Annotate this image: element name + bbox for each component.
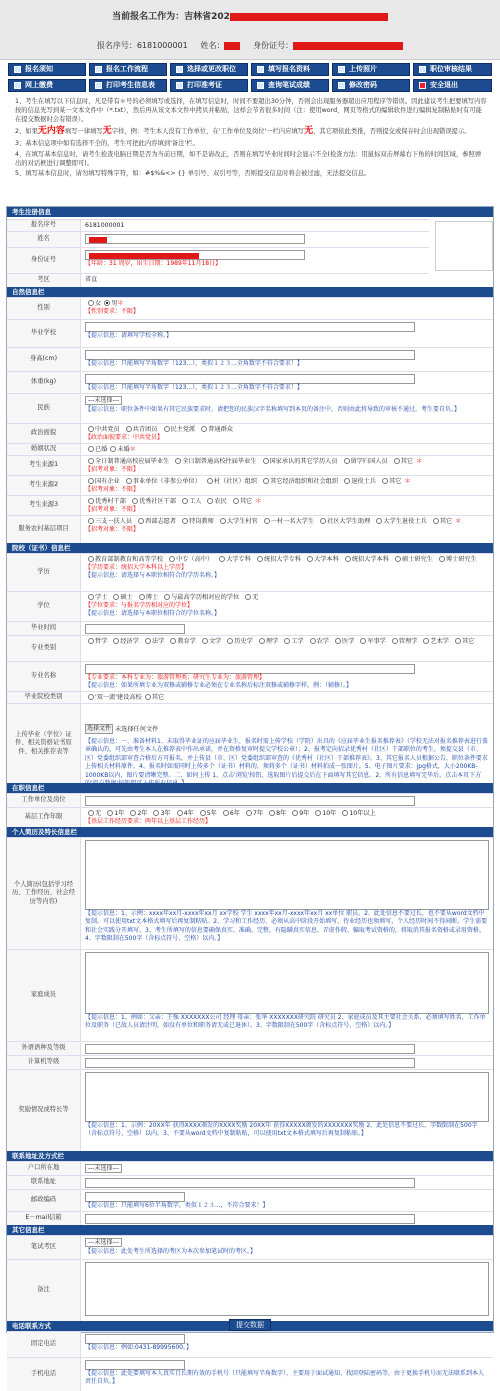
row-tel: 固定电话 【提示信息：例如:0431-89995600。】 <box>7 1331 493 1357</box>
remark-textarea[interactable] <box>85 1262 489 1316</box>
exam-title: 当前报名工作为：吉林省202 <box>112 12 230 22</box>
print-icon <box>95 82 102 89</box>
source3-radio[interactable] <box>233 498 239 504</box>
source3-radio[interactable] <box>88 498 94 504</box>
service-radio[interactable] <box>182 518 188 524</box>
row-family: 家庭成员 【提示信息：1、例如：父亲：王强 XXXXXXX公司 经理 母亲：张华 XXXXXXX研究院 研究员 2、家庭成员及其主要社会关系，必须填写姓名、工作单位及职务（已故人员请注明，如没有单位和职务请无或已退休）。3、字数限制在500字（含标点符号、空格）以内。】 <box>7 949 493 1041</box>
politics-radio[interactable] <box>88 426 94 432</box>
row-awards: 奖励情况或特长等 【提示信息：1、示例：20XX年 获得XXXX颁发的XXXX奖励 20XX年 获得XXXXX颁发的XXXXXXX奖励 2、此处信息不要过长，字数限制在500字（含标点符号、空格）以内。3、不要从word文档中复制粘贴，可以使用txt文本格式填写后再复制粘贴。】 <box>7 1069 493 1151</box>
language-input[interactable] <box>85 1044 415 1054</box>
double-first-radio[interactable] <box>88 694 94 700</box>
section-other: 其它信息栏 <box>7 1225 493 1235</box>
major-type-radio[interactable] <box>335 638 341 644</box>
weight-input[interactable] <box>85 374 415 384</box>
major-type-radio[interactable] <box>170 638 176 644</box>
source3-radio[interactable] <box>182 498 188 504</box>
politics-radio[interactable] <box>164 426 170 432</box>
photo-placeholder <box>435 221 493 271</box>
note-3: 3、基本信息项中如有选择不全的，考生可把此内容填到'备注'栏。 <box>15 140 199 148</box>
unmarried-radio[interactable] <box>110 446 116 452</box>
edit-icon <box>257 66 264 73</box>
major-type-radio[interactable] <box>145 638 151 644</box>
redacted-id-value <box>89 253 199 259</box>
nav-change-password[interactable]: 修改密码 <box>332 79 410 92</box>
row-exam-area: 考区 省直 <box>7 273 429 287</box>
awards-textarea[interactable] <box>85 1072 489 1122</box>
major-type-radio[interactable] <box>227 638 233 644</box>
nav-print-ticket[interactable]: 打印准考证 <box>170 79 248 92</box>
row-exam-site: 笔试考区 ---未选择--- 【提示信息：此处考生所选择的考区为本次参加笔试时的考区。】 <box>7 1235 493 1259</box>
school-input[interactable] <box>85 322 415 332</box>
row-source3: 考生来源3 优秀村干部 优秀社区干部 工人 农民 其它 ＊ 【招考对象：不限】 <box>7 495 493 515</box>
base-years-radio[interactable] <box>223 810 229 816</box>
nav-fill-info[interactable]: 填写报名资料 <box>251 63 329 76</box>
double-other-radio[interactable] <box>145 694 151 700</box>
resume-textarea[interactable] <box>85 840 489 910</box>
base-years-radio[interactable] <box>200 810 206 816</box>
section-contact: 联系地址及方式栏 <box>7 1151 493 1161</box>
email-input[interactable] <box>85 1214 415 1224</box>
source1-radio[interactable] <box>344 458 350 464</box>
education-radio[interactable] <box>307 556 313 562</box>
zip-input[interactable] <box>85 1192 185 1202</box>
note-1: 1、考生在填写以下信息时，凡是带有＊号的必须填写或选择，在填写信息时，时间不要超出30分钟，否则会出现服务器超出应用程序等错误。因此建议考生把要填写内容按的信息先写到某一文本文件中（*.txt），然后再从该文本文件中拷贝并粘贴，这样会节省很多时间（注：使用word、网页等格式的编辑软件进行编辑复制粘贴时有可能在提交数据时会有错误）。 <box>15 98 487 124</box>
main-nav <box>8 63 492 93</box>
nav-upload-photo[interactable]: 上传照片 <box>332 63 410 76</box>
education-radio[interactable] <box>257 556 263 562</box>
redacted-name <box>224 42 240 50</box>
source2-radio[interactable] <box>382 478 388 484</box>
service-radio[interactable] <box>376 518 382 524</box>
nation-select[interactable]: ---未选择--- <box>85 396 122 405</box>
note-2: 2、如果无内容填写一律填写无字样，例：考生本人没有工作单位，在'工作单位及岗位'一栏内应填写无，其它项依此类推，否则提交或保存时会出现错误提示。 <box>15 126 471 137</box>
computer-input[interactable] <box>85 1058 415 1068</box>
row-double: 毕业院校类别 '双一流'建设高校 其它 <box>7 691 493 703</box>
service-radio[interactable] <box>88 518 94 524</box>
mobile-input[interactable] <box>85 1360 185 1370</box>
source2-radio[interactable] <box>126 478 132 484</box>
nav-print-info[interactable]: 打印考生信息表 <box>89 79 167 92</box>
grad-date-input[interactable] <box>85 624 185 634</box>
source2-radio[interactable] <box>263 478 269 484</box>
doc-icon <box>14 66 21 73</box>
source2-radio[interactable] <box>207 478 213 484</box>
service-radio[interactable] <box>220 518 226 524</box>
name-input[interactable] <box>85 234 305 244</box>
section-school: 院校（证书）信息栏 <box>7 543 493 553</box>
note-5: 5、填写基本信息时，请勿填写特殊字符，如：#$%&<> {} 单引号、双引号等，否则提交信息时将会被过滤，无法提交信息。 <box>15 169 371 177</box>
row-marriage: 婚姻状况 已婚 未婚＊ <box>7 443 493 455</box>
major-type-radio[interactable] <box>202 638 208 644</box>
row-major-type: 专业类别 哲学 经济学 法学 教育学 文学 历史学 理学 工学 农学 医学 军事学 管理学 艺术学 其它 <box>7 635 493 661</box>
ticket-icon <box>176 82 183 89</box>
base-years-radio[interactable] <box>130 810 136 816</box>
base-years-radio[interactable] <box>342 810 348 816</box>
page-title <box>0 12 500 24</box>
row-language: 外语语种及等级 <box>7 1041 493 1055</box>
row-major: 专业名称 【专业要求：本科专业为：旅游管理类；研究生专业为：旅游管理】 【提示信息：如果所填专业为双修或辅修专业必须在专业名称后标注双修或辅修字样，例：（辅修）。】 <box>7 661 493 691</box>
redacted-id <box>293 42 403 50</box>
hukou-select[interactable]: ---未选择--- <box>85 1164 122 1173</box>
row-nation: 民族 ---未选择--- 【提示信息：职位条件中如果有其它民族要求时，请把您的民族汉字名称填写到本页的备注中，否则由此将导致的审核不通过，考生要自负。】 <box>7 393 493 423</box>
nav-review-result[interactable]: 职位审核结果 <box>413 63 492 76</box>
source1-radio[interactable] <box>263 458 269 464</box>
major-input[interactable] <box>85 664 415 674</box>
education-radio[interactable] <box>395 556 401 562</box>
nav-select-position[interactable]: 选择或更改职位 <box>170 63 248 76</box>
source2-radio[interactable] <box>344 478 350 484</box>
row-grad-date: 毕业时间 <box>7 621 493 635</box>
base-years-radio[interactable] <box>153 810 159 816</box>
row-hukou: 户口所在地 ---未选择--- <box>7 1161 493 1175</box>
check-icon <box>419 66 426 73</box>
file-status: 未选择任何文件 <box>114 726 159 733</box>
gender-male-radio[interactable] <box>104 300 110 306</box>
education-radio[interactable] <box>439 556 445 562</box>
nav-payment[interactable]: 网上缴费 <box>8 79 86 92</box>
major-type-radio[interactable] <box>392 638 398 644</box>
section-work: 在职信息栏 <box>7 783 493 793</box>
row-education: 学历 教育部制教育和高等学校 中专（高中） 大学专科 统招大学专科 大学本科 统招大学本科 硕士研究生 博士研究生 【学历要求：统招大学本科以上学历】 【提示信息：请选择与本职位相符合的学历名称。】 <box>7 553 493 591</box>
redacted-name-value <box>89 237 107 243</box>
reg-number: 6181000001 <box>136 41 188 50</box>
degree-radio[interactable] <box>164 594 170 600</box>
nav-instructions[interactable]: 报名须知 <box>8 63 86 76</box>
nav-scores[interactable]: 查询笔试成绩 <box>251 79 329 92</box>
source1-radio[interactable] <box>394 458 400 464</box>
major-type-radio[interactable] <box>88 638 94 644</box>
photo-icon <box>338 66 345 73</box>
degree-radio[interactable] <box>113 594 119 600</box>
major-type-radio[interactable] <box>259 638 265 644</box>
row-name: 姓名 <box>7 231 429 247</box>
choose-file-button[interactable]: 选择文件 <box>87 725 112 732</box>
search-icon <box>257 82 264 89</box>
exit-icon <box>419 82 426 89</box>
row-email: E－mail信箱 <box>7 1211 493 1225</box>
degree-radio[interactable] <box>245 594 251 600</box>
flow-icon <box>95 66 102 73</box>
section-registration: 考生注册信息 <box>7 207 493 217</box>
base-years-radio[interactable] <box>246 810 252 816</box>
base-years-radio[interactable] <box>107 810 113 816</box>
row-reg-no: 报名序号 6181000001 <box>7 219 429 231</box>
tel-input[interactable] <box>85 1334 185 1344</box>
row-school: 毕业学校 【提示信息：请填写学校全称。】 <box>7 319 493 347</box>
major-type-radio[interactable] <box>455 638 461 644</box>
education-radio[interactable] <box>345 556 351 562</box>
source1-radio[interactable] <box>88 458 94 464</box>
row-resume: 个人简历(包括学习经历、工作经历、社会经历等内容) 【提示信息：1、示例：xxxx年xx月-xxxx年xx月 xx学校 学生 xxxx年xx月-xxxx年xx月 xx单位 职员。2、此处信息不要过长，也不要从word文档中复制，可以使用txt文本格式填写后再复制粘贴。2、学习和工作经历，必须从高中阶段开始填写，待业经历也须填写，个人经历时间不得间断。学生需要和社会实践分开填写。3、考生所填写的信息要确保真实、准确、完整，有隐瞒真实信息、弄虚作假、骗取考试资格的，将取消其报名资格或录用资格。4、字数限制在500字（含标点符号、空格）以内。】 <box>7 837 493 949</box>
row-degree: 学位 学士 硕士 博士 与最高学历相对应的学位 无 【学位要求：与报名学历相对应的学位】 【提示信息：请选择与本职位相符合的学位名称。】 <box>7 591 493 621</box>
row-id: 身份证号 【年龄：31 周岁，出生日期：1989年11月18日】 <box>7 247 429 273</box>
pay-icon <box>14 82 21 89</box>
section-natural: 自然信息栏 <box>7 287 493 297</box>
education-radio[interactable] <box>88 556 94 562</box>
row-computer: 计算机等级 <box>7 1055 493 1069</box>
major-type-radio[interactable] <box>360 638 366 644</box>
page-header <box>0 0 500 60</box>
service-radio[interactable] <box>138 518 144 524</box>
row-zip: 邮政编码 【提示信息：只能填写6位半角数字，类似１２３...，不符合要求！】 <box>7 1189 493 1211</box>
submit-button[interactable]: 提交数据 <box>229 1319 271 1331</box>
redacted-exam-name <box>230 13 388 21</box>
note-4: 4、在填写基本信息时，请考生检查电脑日期是否为当前日期，如不是请改正，否则在填写毕业时间时会显示不全(检查方法：用鼠标双击屏幕右下角的时间区域，参照弹出的对话框进行调整即可)。 <box>15 150 482 167</box>
instructions-notes <box>15 97 487 179</box>
row-work-unit: 工作单位及岗位 <box>7 793 493 807</box>
row-source1: 考生来源1 全日制普通高校应届毕业生 全日制普通高校往届毕业生 国家承认的其它学历人员 留学归国人员 其它 ＊ 【招考对象：不限】 <box>7 455 493 475</box>
married-radio[interactable] <box>88 446 94 452</box>
applicant-summary: 报名序号：6181000001 姓名： 身份证号： <box>0 41 500 51</box>
service-radio[interactable] <box>433 518 439 524</box>
politics-radio[interactable] <box>201 426 207 432</box>
registration-form <box>6 206 494 1386</box>
row-politics: 政治面貌 中共党员 共青团员 民主党派 普通群众 【政治面貌要求：中共党员】 <box>7 423 493 443</box>
nav-logout[interactable]: 安全退出 <box>413 79 492 92</box>
row-remark: 备注 <box>7 1259 493 1321</box>
service-radio[interactable] <box>320 518 326 524</box>
service-radio[interactable] <box>264 518 270 524</box>
row-base-years: 基层工作年限 无 1年 2年 3年 4年 5年 6年 7年 8年 9年 10年 10年以上 【基层工作经历要求：两年以上基层工作经历】 <box>7 807 493 827</box>
base-years-radio[interactable] <box>269 810 275 816</box>
id-input[interactable] <box>85 250 305 260</box>
row-address: 联系地址 <box>7 1175 493 1189</box>
grid-icon <box>176 66 183 73</box>
source3-radio[interactable] <box>207 498 213 504</box>
major-type-radio[interactable] <box>284 638 290 644</box>
source3-radio[interactable] <box>132 498 138 504</box>
key-icon <box>338 82 345 89</box>
row-weight: 体重(kg) 【提示信息：只能填写半角数字（123...），类似１２３...全角数字不符合要求！】 <box>7 371 493 393</box>
section-phone: 电话联系方式 <box>7 1321 493 1331</box>
exam-site-select[interactable]: ---未选择--- <box>85 1238 122 1247</box>
row-upload: 上传毕业（学位）证件、相关资格证书原件、相关推荐表等 选择文件 未选择任何文件 【提示信息：一、准备材料1、未取得毕业证的应届毕业生，报名时需上传学校（学院）出具的《应届毕业生报名推荐表》（学校无法对报名推荐表进行盖章确认的，可先由考生本人在推荐表中作出承诺，并在资格复审时提交学校公章）；2、报考定向招录优秀村（社区）干部职位的考生，须提交县（市、区）党委组织部审查合格后方可报名，并上传县（市、区）党委组织部审查的《优秀村（社区）干部推荐表》。3、其它报名人员根据公告、职位条件要求上传相关材料原件。4、报名时如需同时上传多个（证书）材料的，须将多个（证书）材料拍成一张图片。5、电子图片要求：jpg格式，大小200KB-1000KB以内，图片要清晰完整。二、如何上传 1、点击'浏览'按钮，选取图片后提交后在下面填写其它信息。2、所有信息填写完毕后，点击本页下方 <box>7 703 493 783</box>
work-unit-input[interactable] <box>85 796 415 806</box>
nav-workflow[interactable]: 报名工作流程 <box>89 63 167 76</box>
gender-female-radio[interactable] <box>88 300 94 306</box>
politics-radio[interactable] <box>126 426 132 432</box>
row-height: 身高(cm) 【提示信息：只能填写半角数字（123...），类似１２３...全角数字不符合要求！】 <box>7 347 493 371</box>
row-source2: 考生来源2 国有企业 事业单位（非参公单位） 村（社区）组织 其它经济组织和社会组织 退役士兵 其它 ＊ 【招考对象：不限】 <box>7 475 493 495</box>
base-years-radio[interactable] <box>177 810 183 816</box>
row-mobile: 手机电话 【提示信息：此处要填写本人真实且长期有效的手机号（只能填写半角数字），主要用于面试通知、找回登陆密码等，由于更换手机号而无法联系到本人责任自负。】 <box>7 1357 493 1391</box>
education-radio[interactable] <box>169 556 175 562</box>
row-gender: 性别 女 男＊ 【性别要求：不限】 <box>7 297 493 319</box>
height-input[interactable] <box>85 350 415 360</box>
source1-radio[interactable] <box>175 458 181 464</box>
family-textarea[interactable] <box>85 952 489 1014</box>
degree-radio[interactable] <box>139 594 145 600</box>
major-type-radio[interactable] <box>113 638 119 644</box>
major-type-radio[interactable] <box>310 638 316 644</box>
base-years-radio[interactable] <box>292 810 298 816</box>
base-years-radio[interactable] <box>315 810 321 816</box>
row-service: 服务农村基层项目 三支一扶人员 西部志愿者 特岗教师 大学生村官 一村一名大学生 社区大学生助理 大学生退役士兵 其它 ＊ 【招考对象：不限】 <box>7 515 493 543</box>
source2-radio[interactable] <box>88 478 94 484</box>
section-resume: 个人简历及特长信息栏 <box>7 827 493 837</box>
major-type-radio[interactable] <box>423 638 429 644</box>
degree-radio[interactable] <box>88 594 94 600</box>
base-years-radio[interactable] <box>88 810 94 816</box>
education-radio[interactable] <box>219 556 225 562</box>
address-input[interactable] <box>85 1178 415 1188</box>
